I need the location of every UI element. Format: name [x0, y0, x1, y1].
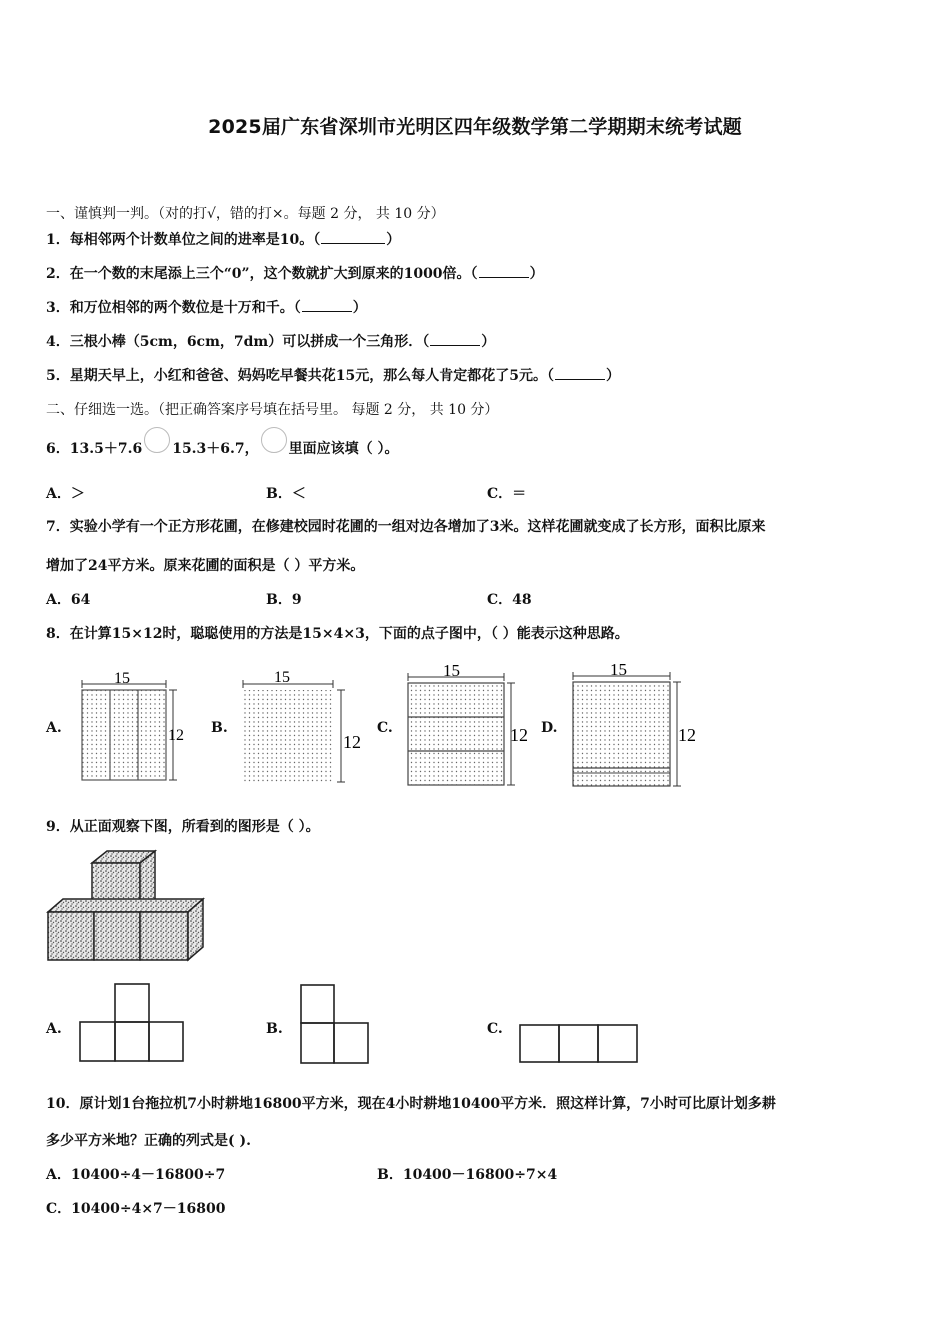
question-6-part2: 15.3＋6.7，: [172, 441, 259, 457]
q9-option-b[interactable]: B.: [266, 1021, 283, 1037]
question-5-text: 5．星期天早上，小红和爸爸、妈妈吃早餐共花15元，那么每人肯定都花了5元。（: [46, 368, 554, 384]
height-label-a: 12: [168, 727, 184, 744]
question-6-part1: 6．13.5＋7.6: [46, 441, 143, 457]
question-7-line-1: 7．实验小学有一个正方形花圃，在修建校园时花圃的一组对边各增加了3米。这样花圃就变成了长方形，面积比原来: [46, 519, 766, 535]
question-9: 9．从正面观察下图，所看到的图形是（ ）。: [46, 819, 320, 835]
question-2-close: ）: [529, 266, 544, 282]
q7-option-b[interactable]: B．9: [266, 592, 302, 608]
dot-grid-figure-c[interactable]: [408, 661, 528, 785]
q8-option-d[interactable]: D.: [541, 720, 558, 736]
width-label-c: 15: [443, 661, 460, 680]
q10-option-a[interactable]: A．10400÷4－16800÷7: [46, 1167, 226, 1183]
question-2-text: 2．在一个数的末尾添上三个“0”，这个数就扩大到原来的1000倍。（: [46, 266, 478, 282]
q8-option-c[interactable]: C.: [377, 720, 393, 736]
q6-option-a[interactable]: A．＞: [46, 486, 85, 502]
dot-grid-figure-d[interactable]: [573, 660, 696, 786]
q10-option-c[interactable]: C．10400÷4×7－16800: [46, 1201, 226, 1217]
q9-option-a[interactable]: A.: [46, 1021, 62, 1037]
dot-grid-figure-b[interactable]: [243, 669, 361, 782]
view-option-b-figure[interactable]: [301, 985, 368, 1063]
question-4-text: 4．三根小棒（5cm，6cm，7dm）可以拼成一个三角形．（: [46, 334, 430, 350]
page-title: 2025届广东省深圳市光明区四年级数学第二学期期末统考试题: [208, 116, 742, 138]
height-label-b: 12: [343, 732, 361, 752]
question-3-close: ）: [352, 300, 367, 316]
question-10-line-2: 多少平方米地？正确的列式是( ).: [46, 1133, 251, 1149]
q7-option-a[interactable]: A．64: [46, 592, 91, 608]
width-label-d: 15: [610, 660, 627, 679]
width-label-a: 15: [114, 670, 130, 687]
question-8: 8．在计算15×12时，聪聪使用的方法是15×4×3，下面的点子图中，（ ）能表示这种思路。: [46, 626, 629, 642]
question-7-line-2: 增加了24平方米。原来花圃的面积是（ ）平方米。: [46, 558, 365, 574]
q6-option-c[interactable]: C．＝: [487, 486, 527, 502]
height-label-c: 12: [510, 725, 528, 745]
question-4-close: ）: [481, 334, 496, 350]
q9-option-c[interactable]: C.: [487, 1021, 503, 1037]
cube-solid-figure: [48, 851, 203, 960]
height-label-d: 12: [678, 725, 696, 745]
q7-option-c[interactable]: C．48: [487, 592, 532, 608]
view-option-c-figure[interactable]: [520, 1025, 637, 1062]
dot-grid-figure-a[interactable]: [82, 670, 184, 780]
question-10-line-1: 10．原计划1台拖拉机7小时耕地16800平方米，现在4小时耕地10400平方米．照这样计算，7小时可比原计划多耕: [46, 1096, 776, 1112]
question-5-close: ）: [605, 368, 620, 384]
question-1-text: 1．每相邻两个计数单位之间的进率是10。（: [46, 232, 321, 248]
q8-option-b[interactable]: B.: [211, 720, 228, 736]
question-1-close: ）: [386, 232, 401, 248]
question-3-text: 3．和万位相邻的两个数位是十万和千。（: [46, 300, 301, 316]
question-6-part3: 里面应该填（ ）。: [288, 441, 399, 457]
section-1-heading: 一、谨慎判一判。（对的打√，错的打×。每题 2 分， 共 10 分）: [46, 206, 445, 222]
q8-option-a[interactable]: A.: [46, 720, 62, 736]
q10-option-b[interactable]: B．10400－16800÷7×4: [377, 1167, 558, 1183]
width-label-b: 15: [274, 669, 290, 686]
view-option-a-figure[interactable]: [80, 984, 183, 1061]
q6-option-b[interactable]: B．＜: [266, 486, 306, 502]
section-2-heading: 二、仔细选一选。（把正确答案序号填在括号里。 每题 2 分， 共 10 分）: [46, 402, 499, 418]
